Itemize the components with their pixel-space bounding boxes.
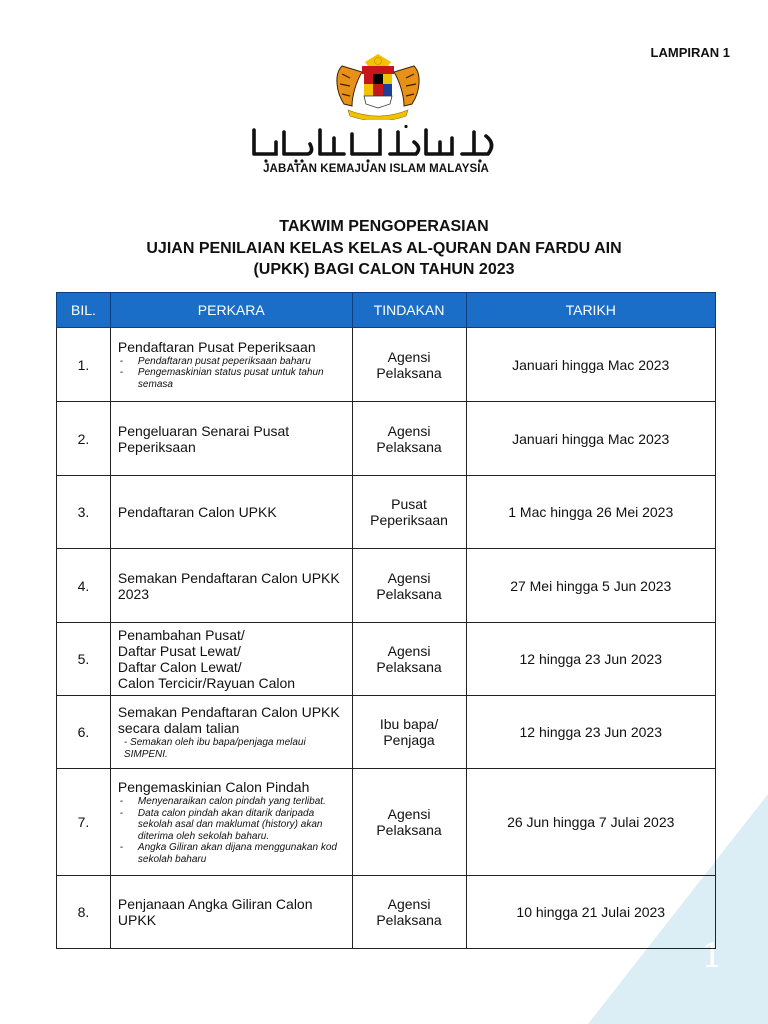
perkara-line: Daftar Pusat Lewat/: [117, 643, 241, 659]
row-tarikh: 12 hingga 23 Jun 2023: [466, 696, 716, 769]
row-number: 5.: [57, 623, 111, 696]
row-number: 1.: [57, 328, 111, 402]
row-tindakan: Agensi Pelaksana: [352, 876, 466, 949]
row-tarikh: 26 Jun hingga 7 Julai 2023: [466, 769, 716, 876]
row-number: 4.: [57, 549, 111, 623]
lampiran-label: LAMPIRAN 1: [650, 45, 730, 60]
table-row: [57, 623, 716, 696]
row-number: 2.: [57, 402, 111, 476]
column-header-tarikh: TARIKH: [466, 293, 716, 328]
row-tarikh: 27 Mei hingga 5 Jun 2023: [466, 549, 716, 623]
row-tarikh: 10 hingga 21 Julai 2023: [466, 876, 716, 949]
table-row: [57, 476, 716, 549]
table-row: [57, 549, 716, 623]
row-tarikh: 12 hingga 23 Jun 2023: [466, 623, 716, 696]
column-header-bil: BIL.: [57, 293, 111, 328]
perkara-note: - Semakan oleh ibu bapa/penjaga melaui SIMPENI.: [123, 737, 306, 760]
row-tindakan: Pusat Peperiksaan: [352, 476, 466, 549]
schedule-table: [56, 292, 716, 949]
row-perkara: [110, 696, 352, 769]
row-number: 7.: [57, 769, 111, 876]
sub-item: - Menyenaraikan calon pindah yang terlibat.: [118, 796, 346, 808]
row-perkara: [110, 402, 352, 476]
row-tarikh: 1 Mac hingga 26 Mei 2023: [466, 476, 716, 549]
row-tarikh: Januari hingga Mac 2023: [466, 328, 716, 402]
perkara-sublist: [118, 796, 346, 865]
table-row: [57, 328, 716, 402]
table-row: [57, 402, 716, 476]
perkara-sublist: [118, 356, 346, 391]
title-line-3: (UPKK) BAGI CALON TAHUN 2023: [253, 261, 515, 278]
row-tindakan: Agensi Pelaksana: [352, 328, 466, 402]
row-perkara: [110, 769, 352, 876]
row-number: 3.: [57, 476, 111, 549]
title-line-2: UJIAN PENILAIAN KELAS KELAS AL-QURAN DAN FARDU AIN: [146, 239, 622, 257]
perkara-text: Pengemaskinian Calon Pindah: [117, 779, 310, 795]
perkara-text: Semakan Pendaftaran Calon UPKK secara dalam talian: [117, 704, 340, 736]
sub-item: - Pengemaskinian status pusat untuk tahun semasa: [118, 367, 346, 390]
row-perkara: [110, 476, 352, 549]
sub-item: - Pendaftaran pusat peperiksaan baharu: [118, 356, 346, 368]
row-tindakan: Ibu bapa/ Penjaga: [352, 696, 466, 769]
row-tindakan: Agensi Pelaksana: [352, 769, 466, 876]
sub-item: - Angka Giliran akan dijana menggunakan kod sekolah baharu: [118, 842, 346, 865]
perkara-text: Semakan Pendaftaran Calon UPKK 2023: [117, 569, 340, 602]
row-tindakan: Agensi Pelaksana: [352, 623, 466, 696]
column-header-tindakan: TINDAKAN: [352, 293, 466, 328]
sub-item: - Data calon pindah akan ditarik daripada sekolah asal dan maklumat (history) akan diterima oleh sekolah baharu.: [118, 808, 346, 843]
table-header-row: [57, 293, 716, 328]
row-perkara: [110, 876, 352, 949]
department-name: JABATAN KEMAJUAN ISLAM MALAYSIA: [263, 163, 489, 175]
perkara-line: Penambahan Pusat/: [117, 627, 245, 643]
row-number: 6.: [57, 696, 111, 769]
row-number: 8.: [57, 876, 111, 949]
document-title: [0, 216, 768, 281]
coat-of-arms-icon: [330, 52, 426, 120]
perkara-text: Pendaftaran Calon UPKK: [117, 504, 277, 520]
perkara-line: Calon Tercicir/Rayuan Calon: [117, 675, 296, 691]
row-tindakan: Agensi Pelaksana: [352, 402, 466, 476]
row-perkara: [110, 328, 352, 402]
page-number: 1: [701, 936, 723, 976]
jawi-logotype: [248, 124, 502, 164]
row-perkara: [110, 623, 352, 696]
title-line-1: TAKWIM PENGOPERASIAN: [279, 218, 489, 235]
perkara-text: Pengeluaran Senarai Pusat Peperiksaan: [117, 422, 290, 455]
row-tindakan: Agensi Pelaksana: [352, 549, 466, 623]
table-row: [57, 696, 716, 769]
perkara-line: Daftar Calon Lewat/: [117, 659, 242, 675]
table-row: [57, 769, 716, 876]
row-perkara: [110, 549, 352, 623]
perkara-text: Pendaftaran Pusat Peperiksaan: [117, 338, 316, 355]
perkara-text: Penjanaan Angka Giliran Calon UPKK: [117, 896, 313, 928]
table-row: [57, 876, 716, 949]
column-header-perkara: PERKARA: [110, 293, 352, 328]
row-tarikh: Januari hingga Mac 2023: [466, 402, 716, 476]
